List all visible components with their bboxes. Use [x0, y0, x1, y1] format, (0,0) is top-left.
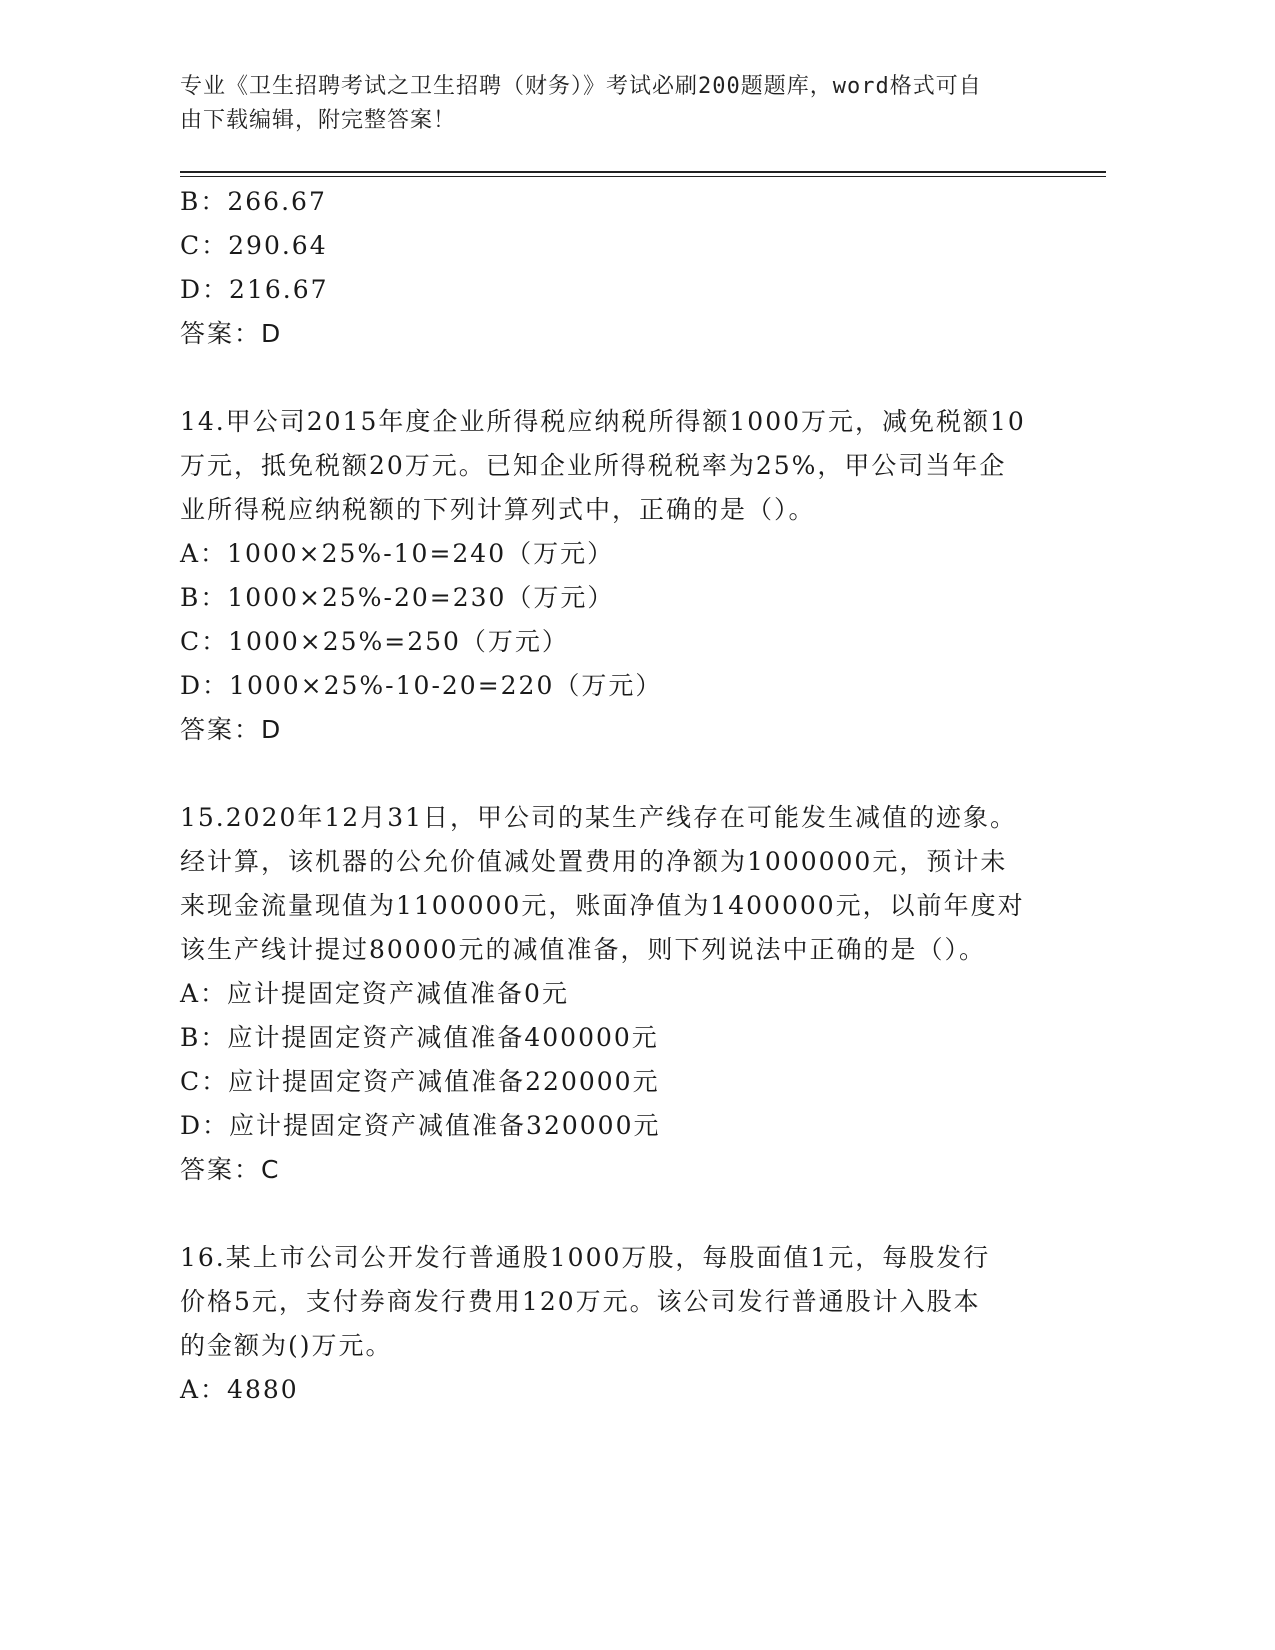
- spacer: [180, 1192, 1060, 1236]
- option-b: B：应计提固定资产减值准备400000元: [180, 1023, 659, 1052]
- answer: 答案：C: [180, 1155, 281, 1184]
- option-a: A：1000×25%-10=240（万元）: [180, 539, 615, 568]
- header-line-2: 由下载编辑，附完整答案！: [180, 108, 457, 133]
- option-a: A：应计提固定资产减值准备0元: [180, 979, 569, 1008]
- spacer: [180, 752, 1060, 796]
- answer: 答案：D: [180, 715, 283, 744]
- question-text-line: 来现金流量现值为1100000元，账面净值为1400000元，以前年度对: [180, 891, 1025, 920]
- option-d: D：应计提固定资产减值准备320000元: [180, 1111, 661, 1140]
- spacer: [180, 356, 1060, 400]
- question-text-line: 价格5元，支付券商发行费用120万元。该公司发行普通股计入股本: [180, 1287, 981, 1316]
- option-d: D：1000×25%-10-20=220（万元）: [180, 671, 663, 700]
- question-text-line: 14.甲公司2015年度企业所得税应纳税所得额1000万元，减免税额10: [180, 407, 1026, 436]
- answer: 答案：D: [180, 319, 283, 348]
- question-13-tail: [180, 180, 1060, 356]
- question-text-line: 的金额为()万元。: [180, 1331, 393, 1360]
- option-c: C：1000×25%=250（万元）: [180, 627, 569, 656]
- header-line-1: 专业《卫生招聘考试之卫生招聘（财务）》考试必刷200题题库，word格式可自: [180, 74, 982, 99]
- header-rule-thin: [180, 176, 1106, 177]
- document-body: [180, 180, 1060, 1412]
- question-15: [180, 796, 1060, 1192]
- header-rule-thick: [180, 171, 1106, 173]
- question-text-line: 16.某上市公司公开发行普通股1000万股，每股面值1元，每股发行: [180, 1243, 991, 1272]
- option-b: B：266.67: [180, 187, 327, 216]
- question-14: [180, 400, 1060, 752]
- document-header: [180, 70, 1060, 138]
- option-a: A：4880: [180, 1375, 299, 1404]
- question-text-line: 15.2020年12月31日，甲公司的某生产线存在可能发生减值的迹象。: [180, 803, 1018, 832]
- option-c: C：290.64: [180, 231, 328, 260]
- question-text-line: 万元，抵免税额20万元。已知企业所得税税率为25%，甲公司当年企: [180, 451, 1007, 480]
- question-text-line: 该生产线计提过80000元的减值准备，则下列说法中正确的是（）。: [180, 935, 987, 964]
- option-b: B：1000×25%-20=230（万元）: [180, 583, 615, 612]
- question-text-line: 业所得税应纳税额的下列计算列式中，正确的是（）。: [180, 495, 816, 524]
- question-text-line: 经计算，该机器的公允价值减处置费用的净额为1000000元，预计未: [180, 847, 1008, 876]
- question-16: [180, 1236, 1060, 1412]
- option-c: C：应计提固定资产减值准备220000元: [180, 1067, 660, 1096]
- option-d: D：216.67: [180, 275, 329, 304]
